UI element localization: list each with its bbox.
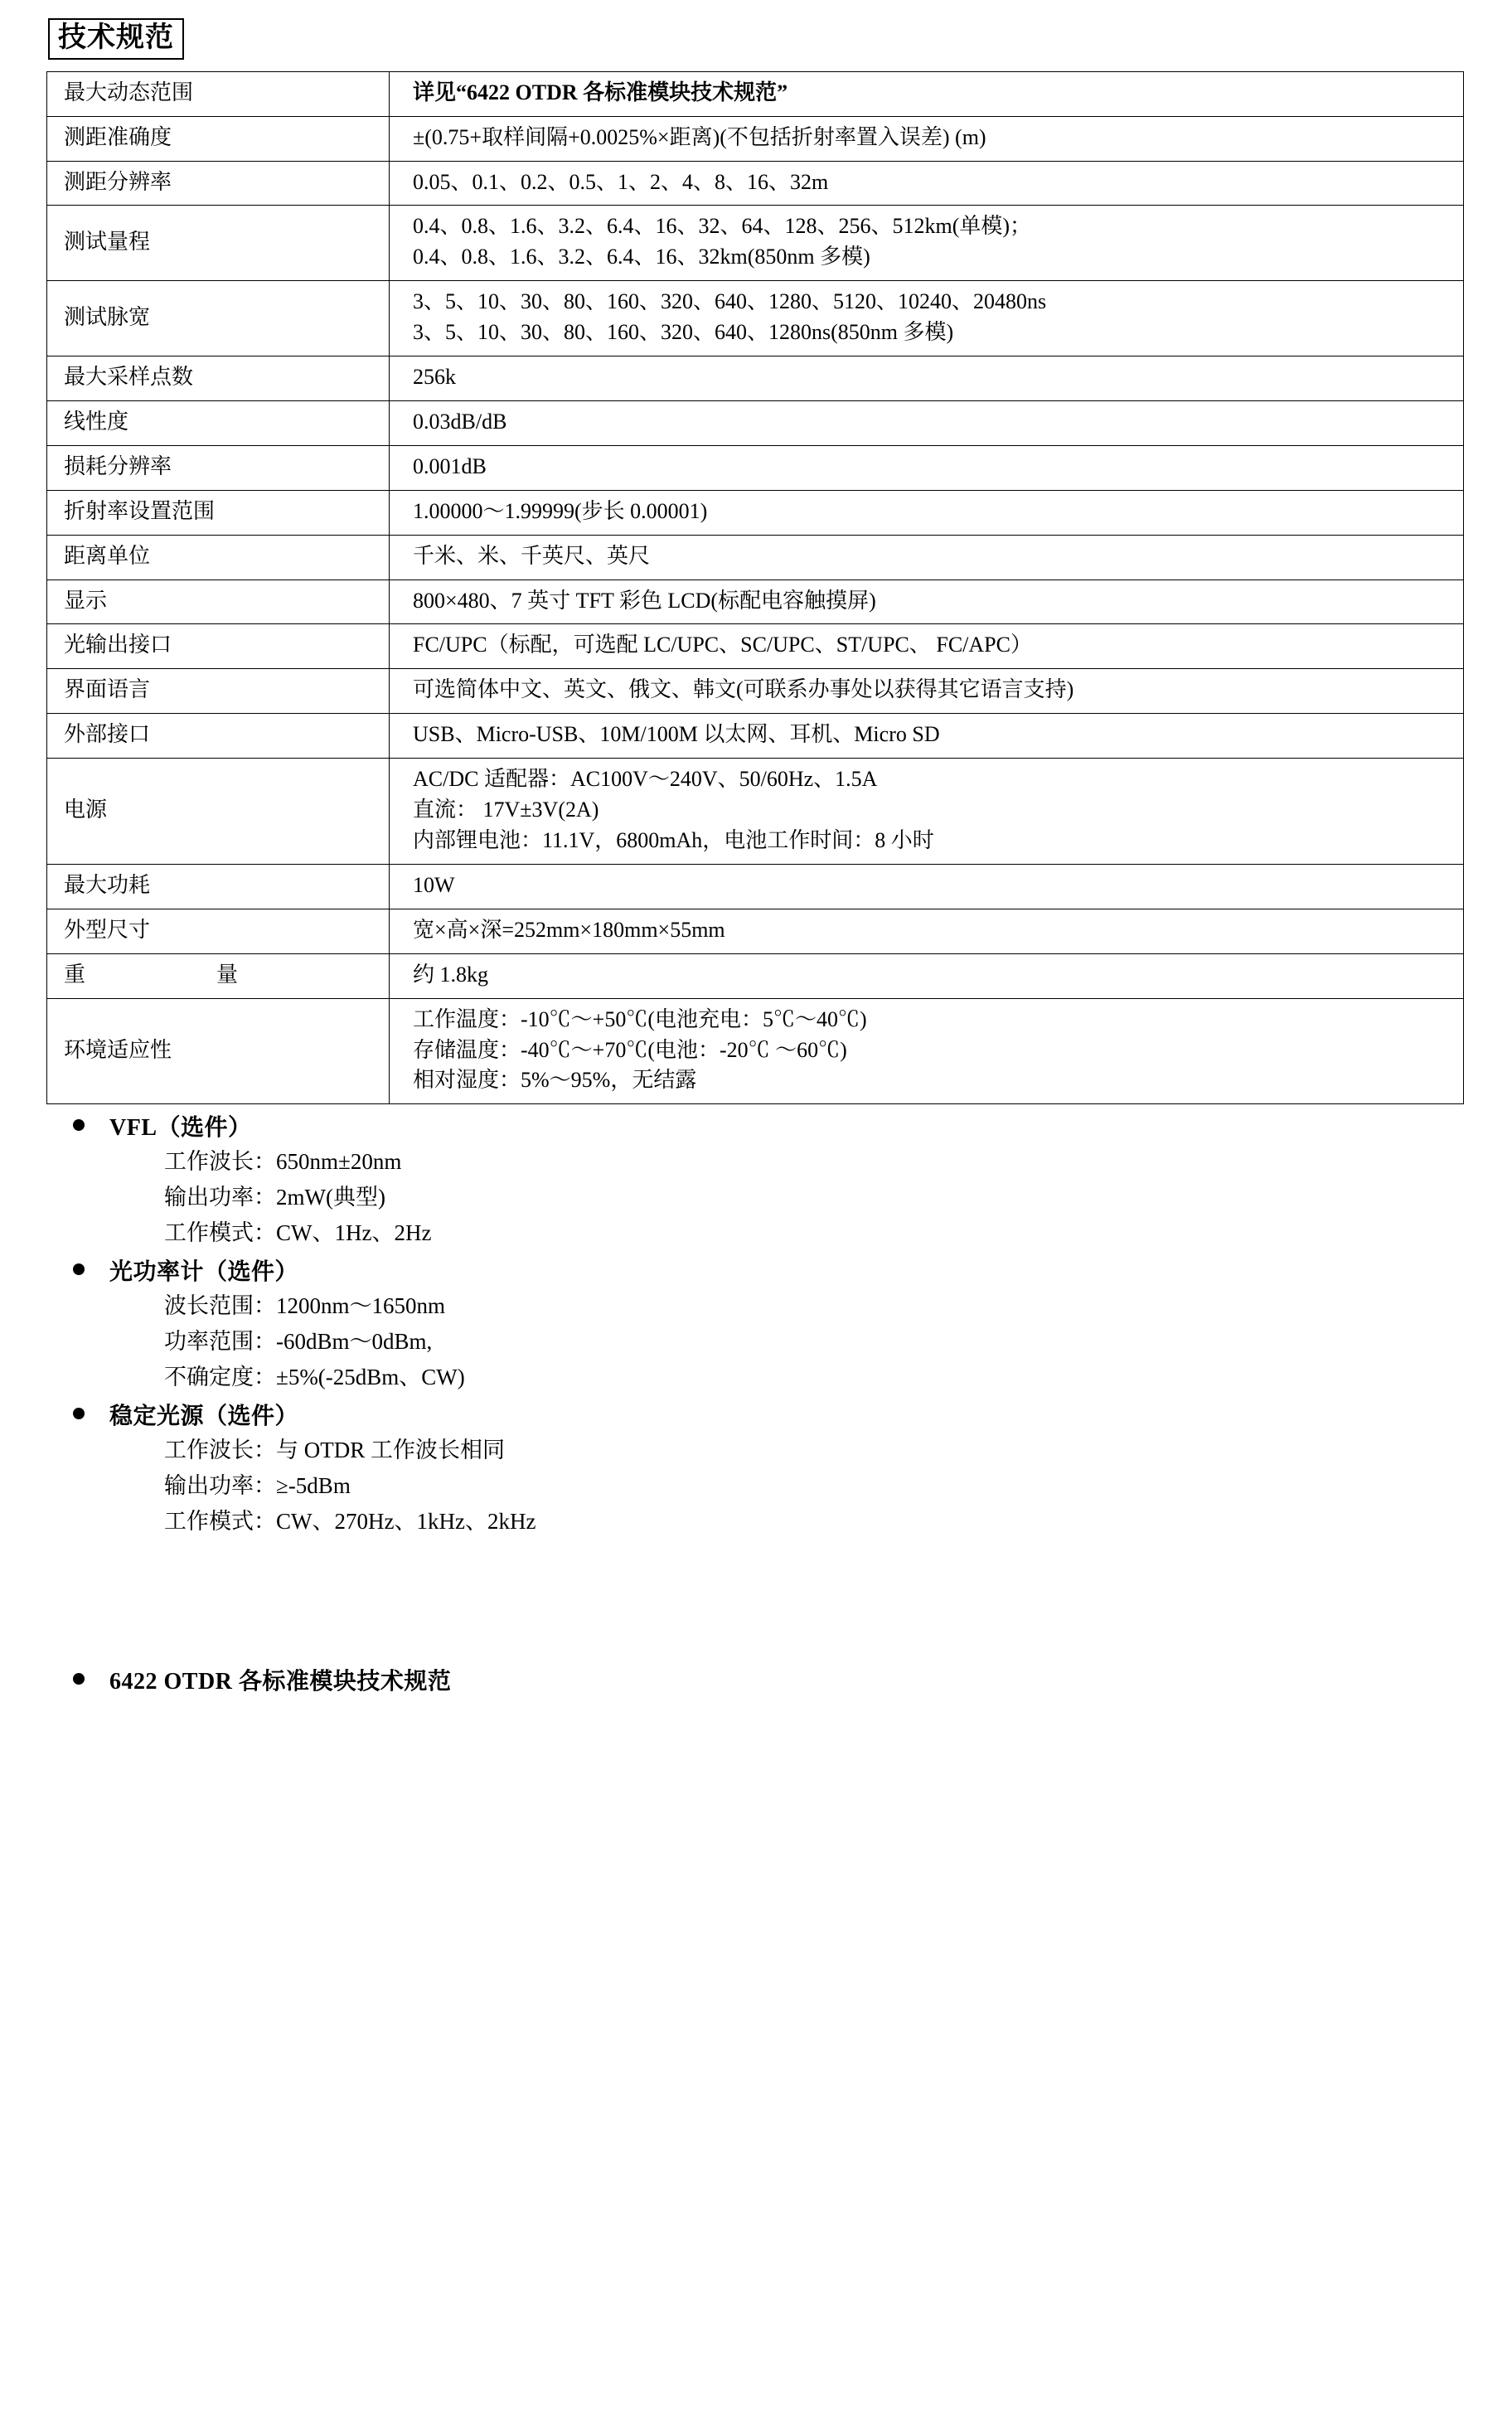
option-detail-line: 输出功率：≥-5dBm — [164, 1472, 351, 1498]
value-line: ±(0.75+取样间隔+0.0025%×距离)(不包括折射率置入误差) (m) — [413, 124, 986, 149]
row-value — [390, 400, 1464, 445]
table-row — [47, 206, 1464, 281]
row-value — [390, 759, 1464, 865]
value-line: 约 1.8kg — [413, 962, 489, 987]
value-line: 可选简体中文、英文、俄文、韩文(可联系办事处以获得其它语言支持) — [413, 677, 1074, 702]
row-value — [390, 580, 1464, 624]
value-line: 800×480、7 英寸 TFT 彩色 LCD(标配电容触摸屏) — [413, 588, 876, 613]
value-line: 0.001dB — [413, 453, 487, 478]
row-label: 最大采样点数 — [47, 356, 390, 401]
row-label: 损耗分辨率 — [47, 445, 390, 490]
row-label: 测距准确度 — [47, 116, 390, 161]
option-title: 稳定光源（选件） — [109, 1404, 299, 1430]
option-detail-line: 波长范围：1200nm～1650nm — [164, 1293, 446, 1319]
option-group-power-meter — [55, 1254, 1466, 1394]
option-detail-line: 工作模式：CW、270Hz、1kHz、2kHz — [164, 1508, 536, 1534]
value-line: 内部锂电池：11.1V，6800mAh，电池工作时间：8 小时 — [413, 828, 934, 852]
option-group-light-source — [55, 1398, 1466, 1539]
value-line: 存储温度：-40℃～+70℃(电池：-20℃ ～60℃) — [413, 1037, 847, 1062]
option-group-vfl — [55, 1109, 1466, 1250]
specifications-table — [46, 71, 1464, 1105]
value-line: USB、Micro-USB、10M/100M 以太网、耳机、Micro SD — [413, 722, 940, 747]
row-value — [390, 535, 1464, 580]
table-row — [47, 580, 1464, 624]
value-line: 相对湿度：5%～95%，无结露 — [413, 1068, 697, 1093]
table-row — [47, 281, 1464, 356]
row-label: 距离单位 — [47, 535, 390, 580]
table-body — [47, 71, 1464, 1104]
row-value — [390, 161, 1464, 206]
bullet-dot-icon — [73, 1119, 85, 1131]
row-label: 显示 — [47, 580, 390, 624]
table-row — [47, 714, 1464, 759]
row-label: 电源 — [47, 759, 390, 865]
option-detail-list — [164, 1144, 1466, 1250]
row-label: 外部接口 — [47, 714, 390, 759]
row-label: 测试脉宽 — [47, 281, 390, 356]
bullet-dot-icon — [73, 1673, 85, 1685]
table-row — [47, 445, 1464, 490]
value-line: 0.05、0.1、0.2、0.5、1、2、4、8、16、32m — [413, 169, 829, 194]
page-title: 技术规范 — [48, 18, 184, 60]
row-value — [390, 206, 1464, 281]
table-row — [47, 953, 1464, 998]
value-line: 3、5、10、30、80、160、320、640、1280ns(850nm 多模) — [413, 320, 954, 345]
row-value — [390, 624, 1464, 669]
row-value — [390, 116, 1464, 161]
row-value — [390, 669, 1464, 714]
row-value — [390, 445, 1464, 490]
value-line: 0.4、0.8、1.6、3.2、6.4、16、32km(850nm 多模) — [413, 245, 870, 269]
option-group-module-specs — [55, 1663, 1466, 1696]
value-line: FC/UPC（标配，可选配 LC/UPC、SC/UPC、ST/UPC、 FC/APC） — [413, 633, 1032, 657]
table-row — [47, 998, 1464, 1104]
row-label: 光输出接口 — [47, 624, 390, 669]
row-value — [390, 998, 1464, 1104]
value-line: 详见“6422 OTDR 各标准模块技术规范” — [413, 80, 788, 104]
row-label: 界面语言 — [47, 669, 390, 714]
bullet-dot-icon — [73, 1408, 85, 1419]
value-line: 宽×高×深=252mm×180mm×55mm — [413, 917, 725, 942]
row-label — [47, 953, 390, 998]
option-heading — [55, 1254, 1466, 1287]
row-value — [390, 490, 1464, 535]
row-value — [390, 864, 1464, 909]
option-heading — [55, 1109, 1466, 1142]
option-heading — [55, 1663, 1466, 1696]
table-row — [47, 535, 1464, 580]
row-label: 最大功耗 — [47, 864, 390, 909]
row-label: 环境适应性 — [47, 998, 390, 1104]
option-detail-list — [164, 1433, 1466, 1539]
bullet-dot-icon — [73, 1263, 85, 1275]
option-detail-line: 工作波长：650nm±20nm — [164, 1149, 402, 1175]
row-label: 测距分辨率 — [47, 161, 390, 206]
row-value — [390, 356, 1464, 401]
option-detail-line: 不确定度：±5%(-25dBm、CW) — [164, 1364, 465, 1389]
value-line: 工作温度：-10℃～+50℃(电池充电：5℃～40℃) — [413, 1006, 867, 1031]
table-row — [47, 161, 1464, 206]
table-row — [47, 669, 1464, 714]
row-value — [390, 714, 1464, 759]
row-value — [390, 909, 1464, 953]
table-row — [47, 490, 1464, 535]
option-detail-line: 工作模式：CW、1Hz、2Hz — [164, 1220, 432, 1245]
value-line: 256k — [413, 365, 456, 390]
option-heading — [55, 1398, 1466, 1431]
table-row — [47, 116, 1464, 161]
row-value — [390, 71, 1464, 116]
option-detail-line: 工作波长：与 OTDR 工作波长相同 — [164, 1438, 505, 1463]
value-line: 1.00000～1.99999(步长 0.00001) — [413, 498, 708, 523]
option-detail-line: 输出功率：2mW(典型) — [164, 1185, 385, 1210]
table-row — [47, 864, 1464, 909]
value-line: 10W — [413, 872, 455, 897]
value-line: 3、5、10、30、80、160、320、640、1280、5120、10240、20480ns — [413, 289, 1047, 314]
table-row — [47, 759, 1464, 865]
row-label: 线性度 — [47, 400, 390, 445]
option-title: 6422 OTDR 各标准模块技术规范 — [109, 1669, 452, 1695]
row-value — [390, 281, 1464, 356]
row-label: 外型尺寸 — [47, 909, 390, 953]
option-sections — [55, 1109, 1466, 1696]
value-line: 0.4、0.8、1.6、3.2、6.4、16、32、64、128、256、512km(单模)； — [413, 214, 1032, 239]
option-title: 光功率计（选件） — [109, 1259, 299, 1286]
row-label: 最大动态范围 — [47, 71, 390, 116]
option-title: VFL（选件） — [109, 1115, 252, 1142]
table-row — [47, 71, 1464, 116]
value-line: AC/DC 适配器：AC100V～240V、50/60Hz、1.5A — [413, 767, 878, 792]
row-label-text: 重量 — [64, 962, 238, 987]
table-row — [47, 400, 1464, 445]
option-detail-list — [164, 1288, 1466, 1394]
table-row — [47, 909, 1464, 953]
option-detail-line: 功率范围：-60dBm～0dBm, — [164, 1328, 433, 1354]
value-line: 直流： 17V±3V(2A) — [413, 798, 599, 822]
row-label: 测试量程 — [47, 206, 390, 281]
row-label: 折射率设置范围 — [47, 490, 390, 535]
table-row — [47, 356, 1464, 401]
value-line: 0.03dB/dB — [413, 409, 507, 434]
row-value — [390, 953, 1464, 998]
value-line: 千米、米、千英尺、英尺 — [413, 543, 651, 568]
table-row — [47, 624, 1464, 669]
